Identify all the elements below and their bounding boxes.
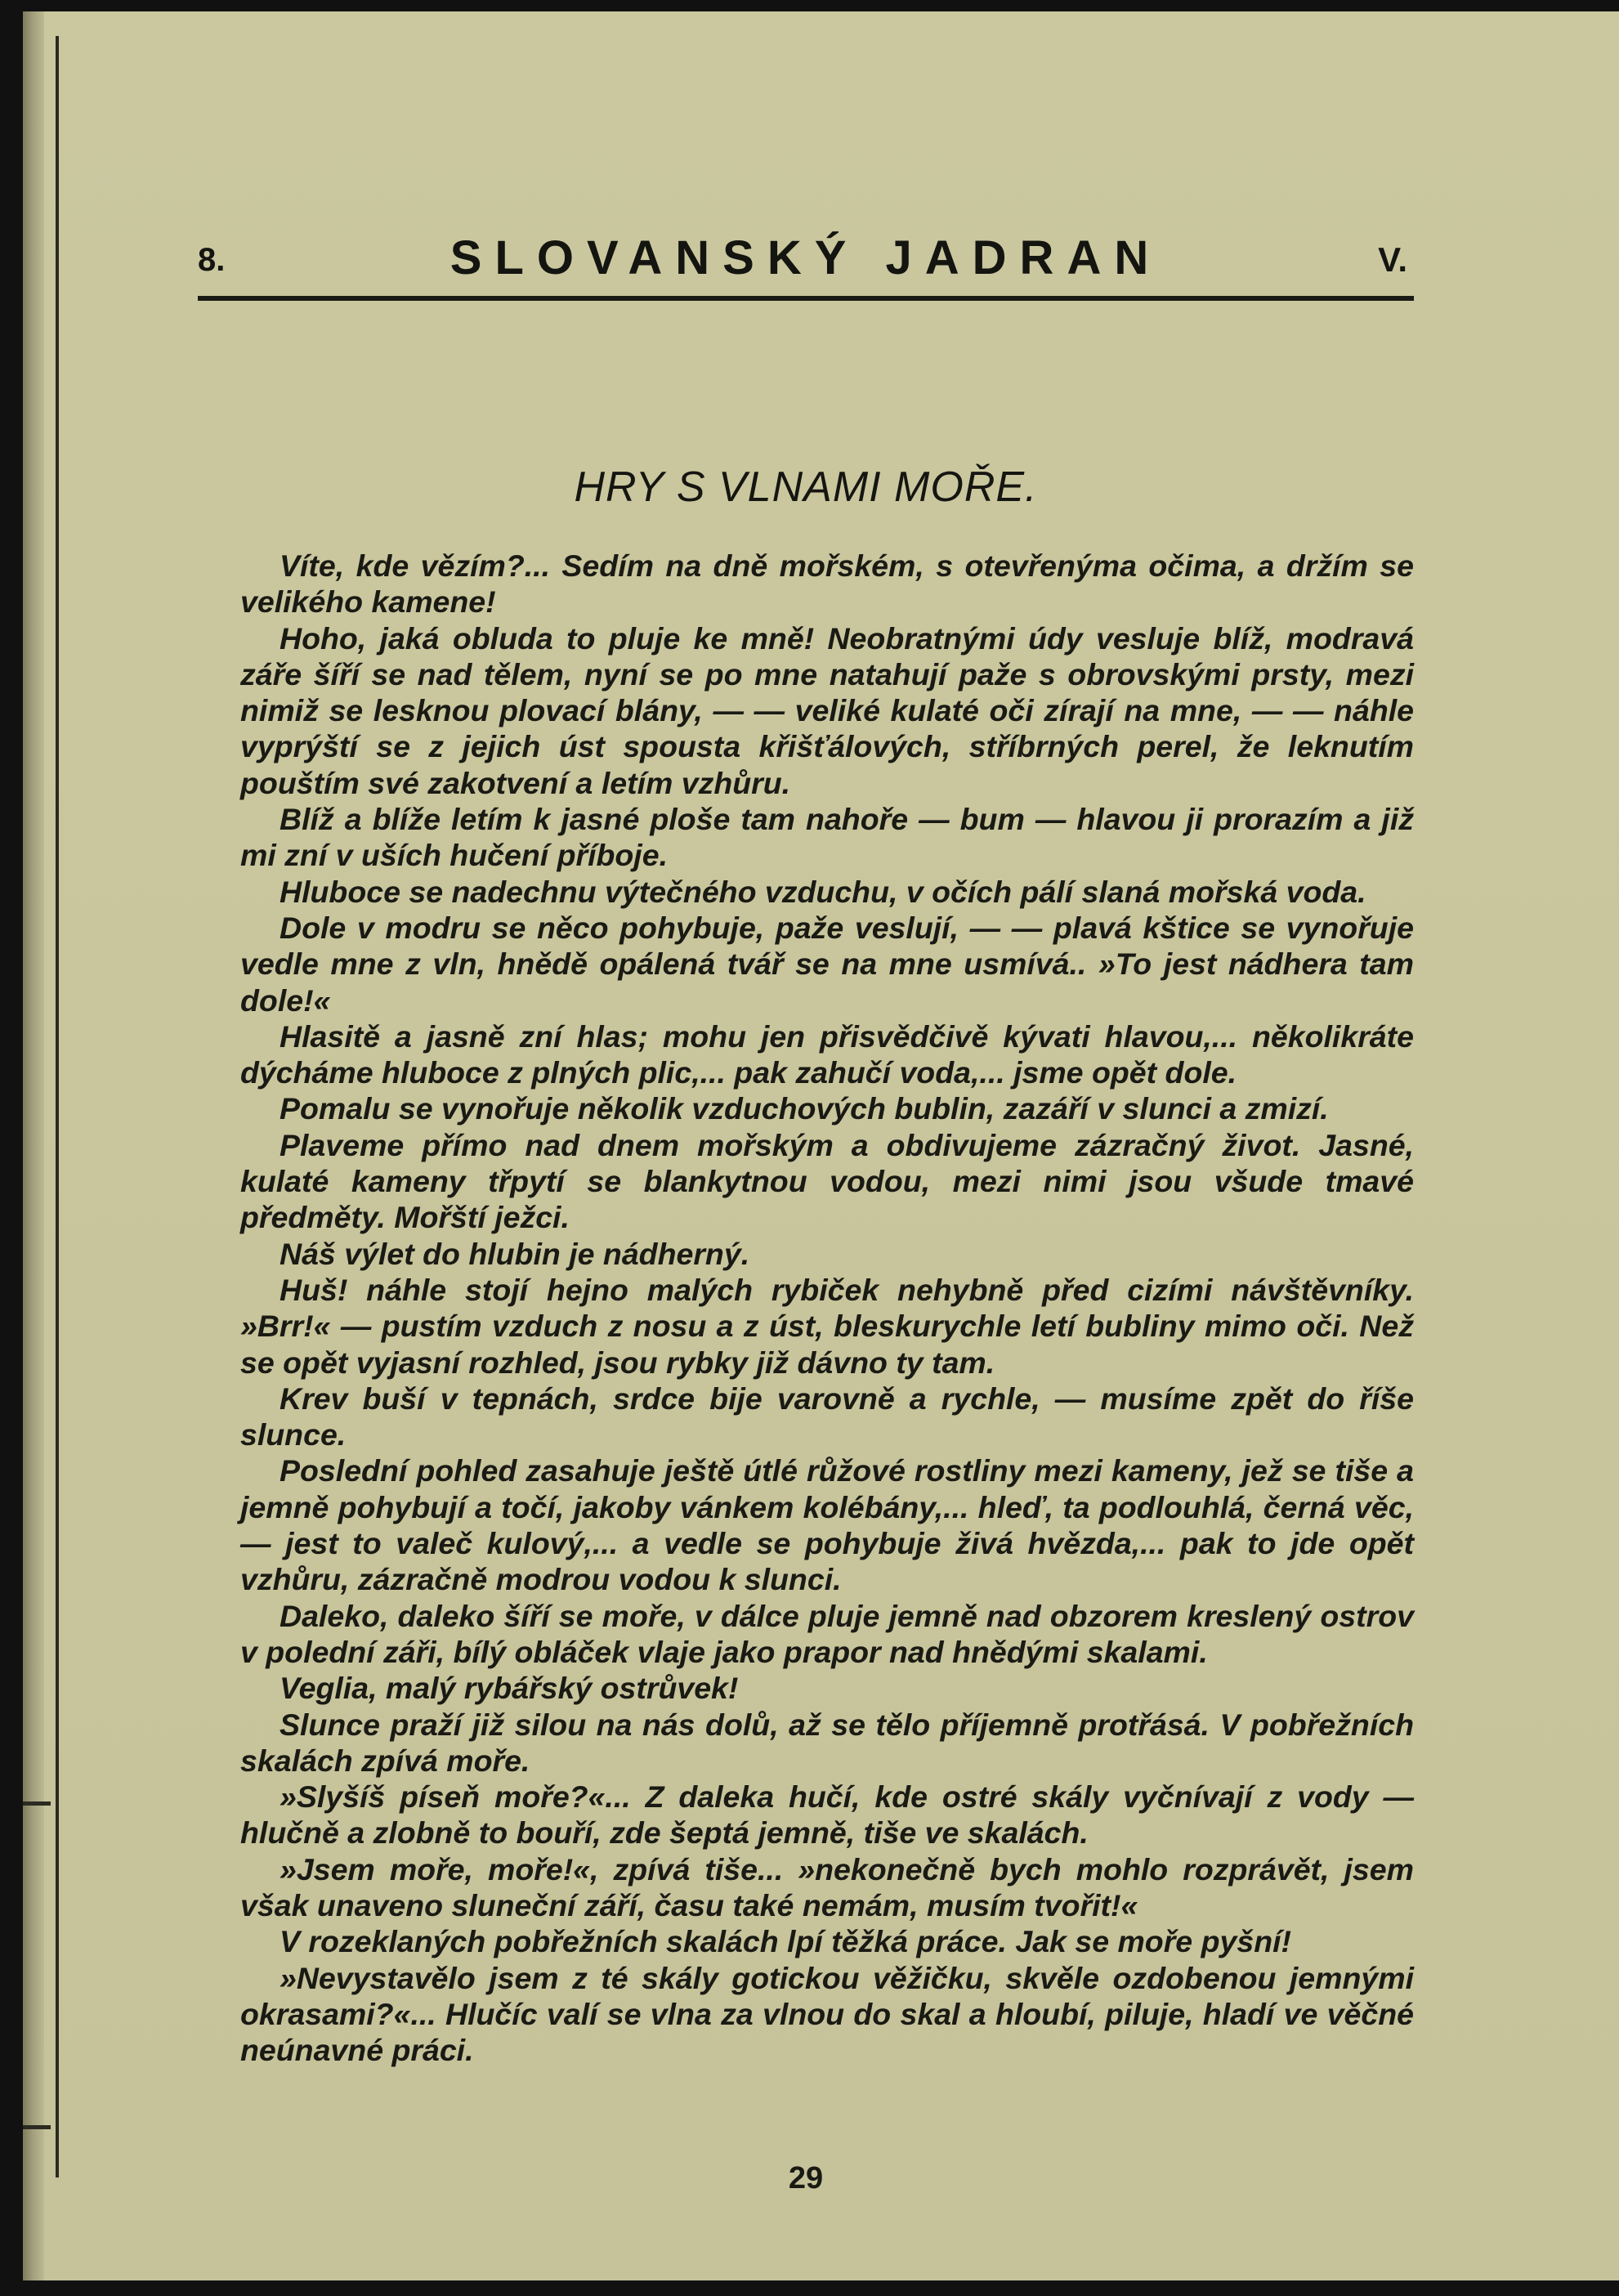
paragraph: Blíž a blíže letím k jasné ploše tam nahoře — bum — hlavou ji prorazím a již mi zní v uších hučení příboje.	[240, 802, 1414, 873]
scanned-page	[23, 11, 1619, 2280]
paragraph: »Jsem moře, moře!«, zpívá tiše... »nekonečně bych mohlo rozprávět, jsem však unaveno sluneční září, času také nemám, musím tvořit!«	[240, 1851, 1414, 1922]
footer-page-number: 29	[788, 2161, 824, 2195]
paragraph: Hluboce se nadechnu výtečného vzduchu, v očích pálí slaná mořská voda.	[280, 874, 1366, 909]
binding-edge-line	[56, 36, 59, 2177]
edge-tick-mark	[23, 1801, 51, 1806]
header-page-number: 8.	[198, 242, 226, 278]
paragraph: Náš výlet do hlubin je nádherný.	[280, 1236, 750, 1271]
paragraph: Poslední pohled zasahuje ještě útlé růžové rostliny mezi kameny, jež se tiše a jemně pohybují a točí, jakoby vánkem kolébány,... hleď, ta podlouhlá, černá věc, — jest to valeč kulový,... a vedle se pohybuje živá hvězda,... pak to jde opět vzhůru, zázračně modrou vodou k slunci.	[240, 1453, 1414, 1597]
paragraph: Hoho, jaká obluda to pluje ke mně! Neobratnými údy vesluje blíž, modravá záře šíří se nad tělem, nyní se po mne natahují paže s obrovskými prsty, mezi nimiž se lesknou plovací blány, — — veliké kulaté oči zírají na mne, — — náhle vyprýští se z jejich úst spousta křišťálových, stříbrných perel, že leknutím pouštím své zakotvení a letím vzhůru.	[240, 620, 1414, 800]
paragraph: »Slyšíš píseň moře?«... Z daleka hučí, kde ostré skály vyčnívají z vody — hlučně a zlobně to bouří, zde šeptá jemně, tiše ve skalách.	[240, 1779, 1414, 1851]
running-header	[198, 230, 1414, 288]
book-spine-shadow	[23, 11, 44, 2280]
edge-tick-mark	[23, 2125, 51, 2129]
article-title: HRY S VLNAMI MOŘE.	[574, 463, 1038, 511]
paragraph: Veglia, malý rybářský ostrůvek!	[280, 1671, 739, 1706]
paragraph: Slunce praží již silou na nás dolů, až se tělo příjemně protřásá. V pobřežních skalách zpívá moře.	[240, 1707, 1414, 1778]
paragraph: »Nevystavělo jsem z té skály gotickou věžičku, skvěle ozdobenou jemnými okrasami?«... Hlučíc valí se vlna za vlnou do skal a hloubí, piluje, hladí ve věčné neúnavné práci.	[240, 1960, 1414, 2068]
volume-number: V.	[1378, 240, 1407, 279]
paragraph: V rozeklaných pobřežních skalách lpí těžká práce. Jak se moře pyšní!	[280, 1924, 1292, 1959]
paragraph: Plaveme přímo nad dnem mořským a obdivujeme zázračný život. Jasné, kulaté kameny třpytí se blankytnou vodou, mezi nimi jsou všude tmavé předměty. Mořští ježci.	[240, 1127, 1414, 1235]
paragraph: Dole v modru se něco pohybuje, paže veslují, — — plavá kštice se vynořuje vedle mne z vln, hnědě opálená tvář se na mne usmívá.. »To jest nádhera tam dole!«	[240, 910, 1414, 1018]
article-body	[240, 548, 1414, 2068]
paragraph: Daleko, daleko šíří se moře, v dálce pluje jemně nad obzorem kreslený ostrov v polední záři, bílý obláček vlaje jako prapor nad hnědými skalami.	[240, 1598, 1414, 1669]
paragraph: Krev buší v tepnách, srdce bije varovně a rychle, — musíme zpět do říše slunce.	[240, 1381, 1414, 1452]
paragraph: Pomalu se vynořuje několik vzduchových bublin, zazáří v slunci a zmizí.	[280, 1091, 1329, 1126]
paragraph: Huš! náhle stojí hejno malých rybiček nehybně před cizími návštěvníky. »Brr!« — pustím vzduch z nosu a z úst, bleskurychle letí bubliny mimo oči. Než se opět vyjasní rozhled, jsou rybky již dávno ty tam.	[240, 1272, 1414, 1380]
header-rule	[198, 296, 1414, 301]
paragraph: Víte, kde vězím?... Sedím na dně mořském, s otevřenýma očima, a držím se velikého kamene!	[240, 548, 1414, 620]
journal-title: SLOVANSKÝ JADRAN	[449, 231, 1162, 284]
paragraph: Hlasitě a jasně zní hlas; mohu jen přisvědčivě kývati hlavou,... několikráte dýcháme hluboce z plných plic,... pak zahučí voda,... jsme opět dole.	[240, 1018, 1414, 1090]
